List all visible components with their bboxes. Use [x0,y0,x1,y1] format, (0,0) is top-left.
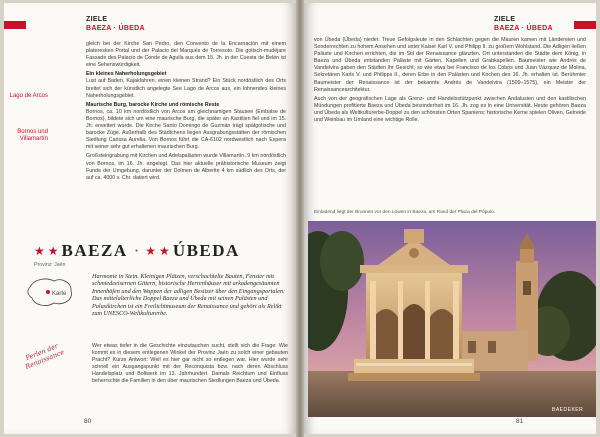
lead-paragraph: Harmonie in Stein. Kleinigen Plätzen, verschachtelte Bauten, Fenster mit schmiedeeisernen Gittern, historische Herrenhäuser mit arkadengesäumten Innenhöfen und den Wappen der adligen Besitzer über den Eingangsportalen: Das mittelalterliche Doppel Baeza und Úbeda mit seinen Palästen und Palastkirchen ist ein Freilichtmuseum der Renaissance und gehört als Relikt zum UNESCO-Weltkulturerbe. [92,273,286,318]
subheading: Maurische Burg, barocke Kirche und römische Reste [86,101,220,108]
photo-caption: Einladend liegt der Brunnen vor den Löwen in Baeza, am Rand der Plaza del Pópulo. [314,210,496,215]
star-icon: ★ [159,244,170,258]
title-ubeda: ÚBEDA [172,241,240,260]
paragraph: gleich bei der Kirche San Pedro, den Convento de la Encarnación mit einem plateresken Portal und der Palacio del Marqués de Torresoto. Die gotisch-mudéjare Fassade des Palacio de Conde de Aguila aus dem 15. Jh. in der Cuesta de Belén ist eine Sehenswürdigkeit. [86,41,286,69]
handwritten-note: Perlen der Renaissance [24,341,66,371]
running-head-section: ZIELE [494,16,516,23]
left-body-text [86,41,286,184]
running-head-section: ZIELE [86,16,108,23]
right-page [304,3,596,434]
margin-note-bornos: Bornos und Villamartín [17,129,48,142]
paragraph: Bornos, ca. 10 km nordöstlich von Arcos am gleichnamigen Stausee (Embalse de Bornos), bildete sich um eine maurische Burg, die später an Kastilien fiel und im 15. Jh. erweitert wurde. Die Kirche Santo Domingo de Guzmán trägt spätgotische und barocke Züge. Außerhalb des Städtchens liegen Ausgrabungsstätten der römischen Siedlung Carissa Aurelia. Von Bornos führt die CA-6102 nordwestlich nach Espera mit seiner sehr gut erhaltenen maurischen Burg. [86,108,286,151]
province-subtitle: Provinz: Jaén [34,262,66,268]
paragraph: Lust auf Baden, Kajakfahren, einen kleinen Strand? Ein Stück nordöstlich des Orts breitet sich der künstlich angelegte See Lago de Arcos aus, ein lohnendes kleines Naherholungsgebiet. [86,78,286,99]
star-icon: ★ [34,244,45,258]
running-head [86,15,145,33]
page-tab-marker [574,21,596,29]
map-icon [24,273,78,311]
fountain-photo [308,221,596,417]
paragraph: Auch von der geografischen Lage als Grenz- und Handelsstützpunkt zwischen Andalusien und den kastilischen Mündungen profitierte Baeza und Úbeda besonderheit im 16. Jh. zog es in eine Universität. Heute gehören Baeza und Úbeda als Weltkulturerbe-Doppel zu den schönsten Orten Spaniens; historische Kerne spielen Oliven, Getreide und Weinbau im Umland eine wichtige Rolle. [314,95,586,124]
left-bottom-text [92,343,288,388]
margin-note-lago: Lago de Arcos [9,93,48,99]
paragraph: Großsteingrabung mit Kirchen und Adelspalästen wurde Villamartín, 9 km nordöstlich von Bornos, im 16. Jh. angelegt. Das hier aktuelle prähistorische Museum zeigt Funde der Umgebung, darunter der Dolmen de Alberite 4 km südlich des Orts, der auf ca. 4000 v. Chr. datiert wird. [86,153,286,181]
running-head-place: BAEZA · ÚBEDA [86,25,145,32]
page-number: 80 [84,418,92,425]
left-page [4,3,296,434]
star-icon: ★ [145,244,157,258]
brand-label: BAEDEKER [552,407,584,413]
paragraph: von Úbeda (Úbeda) nieder. Treue Gefolgsleute in den Schlachten gegen die Mauren kamen mit Ländereien und Sonderrechten zu hohem Ansehen und unter Kaiser Karl V. und Philipp II. zu großem Wohlstand. Die Adligen ließen Paläste und Kirchen errichten, die im Stil der Renaissance glänzten. Ort unterstanden die Städte dem König, in Baeza und Úbeda entstanden Paläste mit Gärten, Kapellen und Grabkapellen. Baumeister wie Andrés de Vandelvira gaben den Städten ihr Gesicht, so wie etwa bei Francisco de los Cobos und Juan Vázquez de Molina, Sekretären Karls V. und Philipps II., deren Erbe in den Palästen und Kirchen des 16. Jh. erhalten ist. Berühmter Baumeister der Renaissance ist der bekannte Andrés de Vandelvira (1509–1575), ein Meister der Renaissancearchitektur. [314,37,586,93]
page-tab-marker [4,21,26,29]
running-head-place: BAEZA · ÚBEDA [494,25,553,32]
paragraph: Wer etwas tiefer in die Geschichte einzutauchen sucht, stellt sich die Frage: Wie kommt es in diesem entlegenen Winkel der Provinz Jaén zu solch einer gebauten Pracht? Kurze Antwort: Weil es hier gar nicht so entlegen war. Hier wurde sehr schnell ein Ausgangspunkt mit der Reconquista bzw. nach deren Abschluss Handelsplatz und Bollwerk im 13. Jahrhundert. Damals Reichtum und Einfluss beherrschte die Familien in den über maurischen Siedlungen Baeza und Úbeda. [92,343,288,385]
chapter-title [34,241,240,261]
subheading: Ein kleines Naherholungsgebiet [86,71,167,78]
star-icon: ★ [47,244,59,258]
right-body-text [314,37,586,126]
book-gutter [296,0,304,437]
running-head [494,15,553,33]
title-baeza: BAEZA [61,241,128,260]
map-label: Karte [52,291,67,297]
page-number: 81 [516,418,524,425]
title-separator: · [133,241,140,260]
